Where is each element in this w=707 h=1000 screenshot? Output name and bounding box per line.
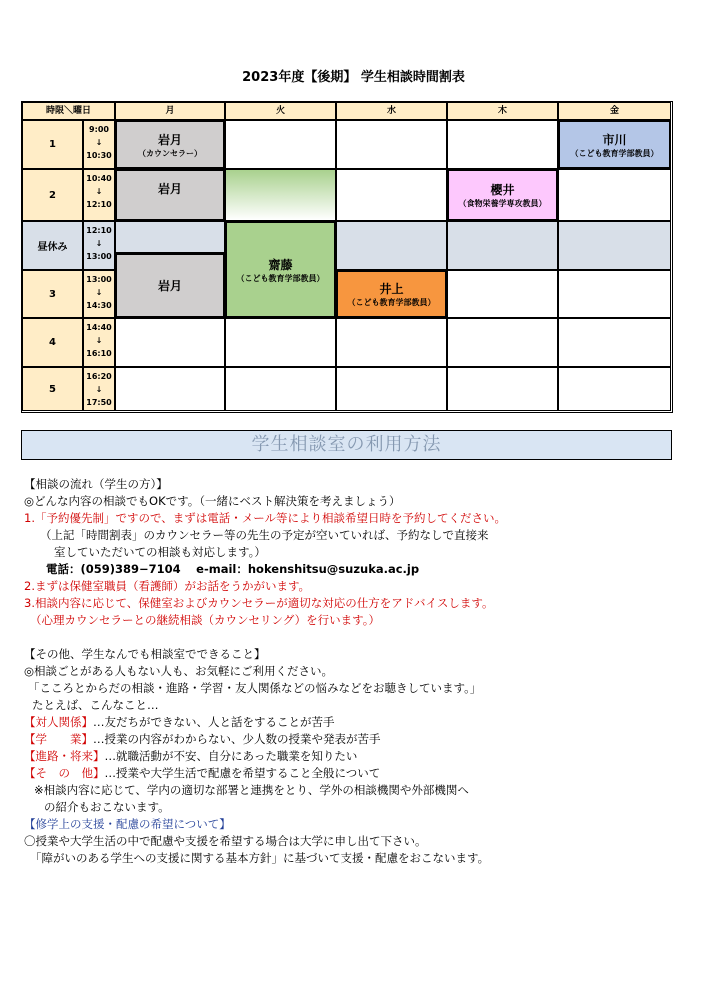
day-mon: 月 [115, 102, 225, 120]
day-thu: 木 [447, 102, 558, 120]
period-1: 1 [22, 120, 83, 169]
slot-mon-lunch [115, 221, 225, 253]
day-wed: 水 [336, 102, 447, 120]
period-5: 5 [22, 367, 83, 411]
flow-item-2: 2.まずは保健室職員（看護師）がお話をうかがいます。 [24, 579, 311, 593]
slot-fri-lunch [558, 221, 671, 270]
slot-wed-5 [336, 367, 447, 411]
period-2: 2 [22, 169, 83, 221]
usage-banner: 学生相談室の利用方法 [21, 430, 672, 460]
flow-item-3: 3.相談内容に応じて、保健室およびカウンセラーが適切な対応の仕方をアドバイスします。 [24, 596, 494, 610]
slot-mon-4 [115, 318, 225, 367]
slot-wed-inoue: 井上 （こども教育学部教員） [336, 270, 447, 318]
flow-note-2: 室していただいての相談も対応します。） [54, 545, 266, 559]
flow-item-1: 1.「予約優先制」ですので、まずは電話・メール等により相談希望日時を予約してください。 [24, 511, 507, 525]
other-note-2: の紹介もおこないます。 [44, 800, 170, 814]
other-row-4: 【そ の 他】…授業や大学生活で配慮を希望すること全般について [24, 766, 381, 780]
slot-thu-1 [447, 120, 558, 169]
other-line-3: たとえば、こんなこと… [32, 698, 159, 712]
support-heading: 【修学上の支援・配慮の希望について】 [24, 817, 231, 831]
page-title: 2023年度【後期】 学生相談時間割表 [242, 70, 465, 85]
other-note-1: ※相談内容に応じて、学内の適切な部署と連携をとり、学外の相談機関や外部機関へ [34, 783, 469, 797]
period-4: 4 [22, 318, 83, 367]
support-line-1: 〇授業や大学生活の中で配慮や支援を希望する場合は大学に申し出て下さい。 [24, 834, 427, 848]
period-3: 3 [22, 270, 83, 318]
support-line-2: 「障がいのある学生への支援に関する基本方針」に基づいて支援・配慮をおこないます。 [30, 851, 490, 865]
slot-fri-ichikawa: 市川 （こども教育学部教員） [558, 120, 671, 169]
day-tue: 火 [225, 102, 336, 120]
flow-intro: ◎どんな内容の相談でもOKです。（一緒にベスト解決策を考えましょう） [24, 494, 401, 508]
flow-item-3b: （心理カウンセラーとの継続相談（カウンセリング）を行います。） [30, 613, 380, 627]
period-lunch-time: 12:10 ↓ 13:00 [83, 221, 115, 270]
period-2-time: 10:40 ↓ 12:10 [83, 169, 115, 221]
slot-mon-5 [115, 367, 225, 411]
other-row-3: 【進路・将来】…就職活動が不安、自分にあった職業を知りたい [24, 749, 358, 763]
other-line-2: 「こころとからだの相談・進路・学習・友人関係などの悩みなどをお聴きしています。」 [28, 681, 482, 695]
slot-thu-4 [447, 318, 558, 367]
slot-fri-4 [558, 318, 671, 367]
other-row-1: 【対人関係】…友だちができない、人と話をすることが苦手 [24, 715, 335, 729]
corner-header: 時限＼曜日 [22, 102, 115, 120]
usage-guide [24, 476, 684, 867]
period-lunch: 昼休み [22, 221, 83, 270]
contact-line: 電話：(059)389−7104 e-mail：hokenshitsu@suzuka.ac.jp [46, 562, 420, 576]
period-1-time: 9:00 ↓ 10:30 [83, 120, 115, 169]
flow-heading: 【相談の流れ（学生の方）】 [24, 477, 168, 491]
slot-thu-lunch [447, 221, 558, 270]
slot-fri-3 [558, 270, 671, 318]
other-heading: 【その他、学生なんでも相談室でできること】 [24, 647, 266, 661]
day-fri: 金 [558, 102, 671, 120]
slot-wed-2 [336, 169, 447, 221]
other-row-2: 【学 業】…授業の内容がわからない、少人数の授業や発表が苦手 [24, 732, 381, 746]
timetable [21, 101, 673, 413]
slot-tue-5 [225, 367, 336, 411]
slot-thu-sakurai: 櫻井 （食物栄養学専攻教員） [447, 169, 558, 221]
slot-tue-4 [225, 318, 336, 367]
slot-fri-2 [558, 169, 671, 221]
slot-wed-1 [336, 120, 447, 169]
slot-wed-4 [336, 318, 447, 367]
slot-mon-2: 岩月 [115, 169, 225, 221]
slot-mon-1: 岩月 （カウンセラー） [115, 120, 225, 169]
slot-tue-saito: 齋藤 （こども教育学部教員） [225, 221, 336, 318]
slot-thu-5 [447, 367, 558, 411]
flow-note-1: （上記「時間割表」のカウンセラー等の先生の予定が空いていれば、予約なしで直接来 [40, 528, 489, 542]
slot-tue-1 [225, 120, 336, 169]
slot-wed-lunch [336, 221, 447, 270]
slot-fri-5 [558, 367, 671, 411]
period-3-time: 13:00 ↓ 14:30 [83, 270, 115, 318]
slot-thu-3 [447, 270, 558, 318]
other-line-1: ◎相談ごとがある人もない人も、お気軽にご利用ください。 [24, 664, 334, 678]
slot-mon-3: 岩月 [115, 253, 225, 318]
slot-tue-2 [225, 169, 336, 221]
period-5-time: 16:20 ↓ 17:50 [83, 367, 115, 411]
period-4-time: 14:40 ↓ 16:10 [83, 318, 115, 367]
